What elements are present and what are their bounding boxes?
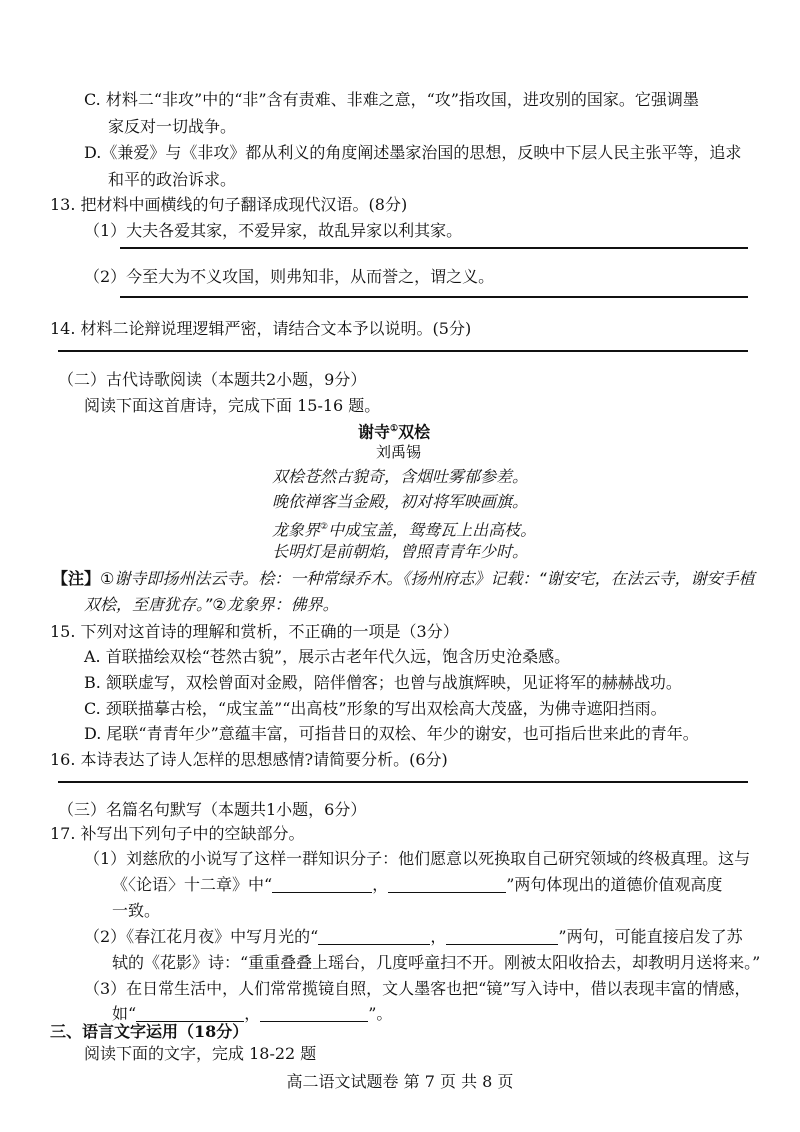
poem-line-3-part-b: 中成宝盖，鸳鸯瓦上出高枝。 <box>328 520 537 540</box>
poem-line-3-part-a: 龙象界 <box>272 520 321 540</box>
q17-blank-6[interactable] <box>260 1003 368 1022</box>
q17-s2-line1 <box>84 925 743 949</box>
poem-note-line-1 <box>52 567 755 591</box>
part3-intro: 阅读下面的文字，完成 18-22 题 <box>84 1044 317 1063</box>
q17-blank-3[interactable] <box>318 926 430 945</box>
q17-s3-line1: （3）在日常生活中，人们常常揽镜自照，文人墨客也把“镜”写入诗中，借以表现丰富的情感， <box>84 979 751 998</box>
q15-option-a: A. 首联描绘双桧“苍然古貌”，展示古老年代久远，饱含历史沧桑感。 <box>84 647 571 666</box>
note-label: 【注】 <box>52 569 101 588</box>
poem-line-4: 长明灯是前朝焰，曾照青青年少时。 <box>272 542 529 561</box>
q17-blank-4[interactable] <box>446 926 558 945</box>
q17-s2-line2: 轼的《花影》诗：“重重叠叠上瑶台，几度呼童扫不开。刚被太阳收拾去，却教明月送将来。” <box>112 953 761 972</box>
note-text-1: ①谢寺即扬州法云寺。桧：一种常绿乔木。《扬州府志》记载：“谢安宅，在法云寺，谢安手植 <box>100 569 755 588</box>
poem-title-footnote-mark: ① <box>390 424 399 434</box>
q12-option-c-line1: C. 材料二“非攻”中的“非”含有责难、非难之意，“攻”指攻国，进攻别的国家。它强调墨 <box>84 90 699 109</box>
q15-option-b: B. 颔联虚写，双桧曾面对金殿，陪伴僧客；也曾与战旗辉映，见证将军的赫赫战功。 <box>84 673 682 692</box>
q15-option-d: D. 尾联“青青年少”意蕴丰富，可指昔日的双桧、年少的谢安，也可指后世来此的青年。 <box>84 724 699 743</box>
poem-line-1: 双桧苍然古貌奇，含烟吐雾郁参差。 <box>272 467 529 486</box>
q16-answer-line[interactable] <box>58 781 748 783</box>
q17-stem: 17. 补写出下列句子中的空缺部分。 <box>50 824 305 843</box>
q17-blank-2[interactable] <box>388 874 506 893</box>
q16-stem: 16. 本诗表达了诗人怎样的思想感情?请简要分析。(6分) <box>50 750 448 769</box>
q17-s3-comma: ， <box>244 1004 261 1023</box>
q17-s1-comma: ， <box>372 875 389 894</box>
poem-footnote-mark-2: ② <box>320 522 329 532</box>
q12-option-c-line2: 家反对一切战争。 <box>108 117 237 136</box>
q15-option-c: C. 颈联描摹古桧，“成宝盖”“出高枝”形象的写出双桧高大茂盛，为佛寺遮阳挡雨。 <box>84 699 667 718</box>
poem-line-3 <box>272 515 536 542</box>
q12-option-d-line1: D.《兼爱》与《非攻》都从利义的角度阐述墨家治国的思想，反映中下层人民主张平等，追求 <box>84 143 742 162</box>
poem-line-2: 晚依禅客当金殿，初对将军映画旗。 <box>272 492 529 511</box>
q14-answer-line[interactable] <box>58 350 748 352</box>
poem-author: 刘禹锡 <box>376 443 422 461</box>
q13-sentence-2: （2）今至大为不义攻国，则弗知非，从而誉之，谓之义。 <box>84 267 495 286</box>
q17-s2-comma: ， <box>430 927 447 946</box>
poem-note-line-2: 双桧，至唐犹存。”②龙象界：佛界。 <box>84 595 339 614</box>
poem-title-part-a: 谢寺 <box>358 422 391 442</box>
q13-answer-line-2[interactable] <box>120 296 748 298</box>
q13-sentence-1: （1）大夫各爱其家，不爱异家，故乱异家以利其家。 <box>84 221 463 240</box>
section3-heading: （三）名篇名句默写（本题共1小题，6分） <box>58 800 367 819</box>
q13-stem: 13. 把材料中画横线的句子翻译成现代汉语。(8分) <box>50 195 408 214</box>
q14-stem: 14. 材料二论辩说理逻辑严密，请结合文本予以说明。(5分) <box>50 319 472 338</box>
section2-heading: （二）古代诗歌阅读（本题共2小题，9分） <box>58 370 367 389</box>
q17-blank-1[interactable] <box>272 874 372 893</box>
poem-title-part-b: 双桧 <box>398 422 431 442</box>
part3-heading: 三、语言文字运用（18分） <box>50 1022 249 1041</box>
q13-answer-line-1[interactable] <box>120 247 748 249</box>
q17-s1-text-a: 《〈论语〉十二章》中“ <box>112 875 273 894</box>
q17-s1-line1: （1）刘慈欣的小说写了这样一群知识分子：他们愿意以死换取自己研究领域的终极真理。这与 <box>84 849 751 868</box>
q17-s2-text-a: （2）《春江花月夜》中写月光的“ <box>84 927 319 946</box>
q15-stem: 15. 下列对这首诗的理解和赏析，不正确的一项是（3分） <box>50 622 459 641</box>
q17-s3-text-b: ”。 <box>368 1004 393 1023</box>
section2-intro: 阅读下面这首唐诗，完成下面 15-16 题。 <box>84 396 381 415</box>
q12-option-d-line2: 和平的政治诉求。 <box>108 170 237 189</box>
q17-s1-line3: 一致。 <box>112 901 161 920</box>
q17-s1-text-b: ”两句体现出的道德价值观高度 <box>506 875 723 894</box>
q17-s2-text-b: ”两句，可能直接启发了苏 <box>558 927 743 946</box>
q17-s1-line2 <box>112 873 722 897</box>
q17-s3-text-a: 如“ <box>112 1004 137 1023</box>
page-footer: 高二语文试题卷 第 7 页 共 8 页 <box>286 1072 514 1091</box>
